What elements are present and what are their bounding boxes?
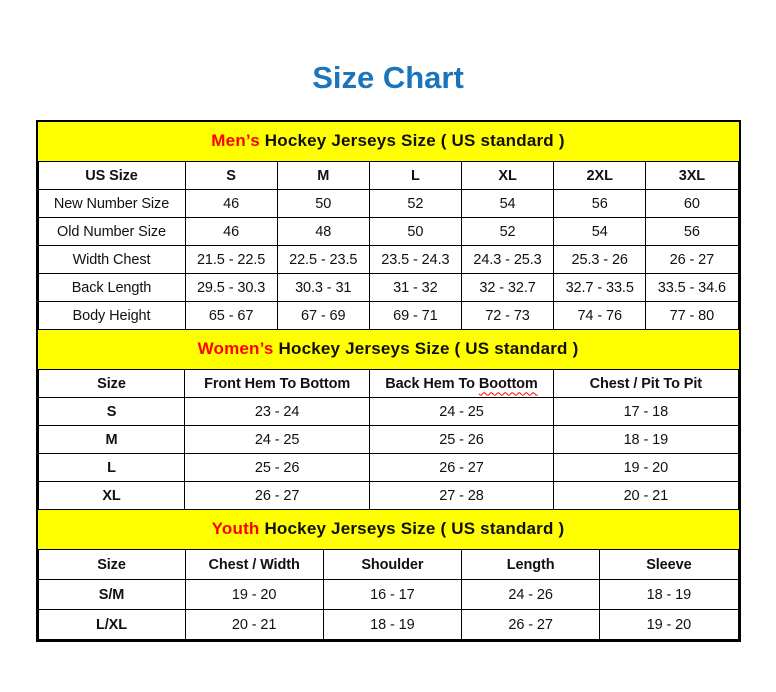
table-cell: 20 - 21 — [185, 610, 323, 640]
misspelled-word: Boottom — [478, 375, 538, 392]
row-label: L/XL — [38, 610, 185, 640]
column-header: Length — [462, 550, 600, 580]
row-label: S/M — [38, 580, 185, 610]
row-label: Width Chest — [38, 246, 185, 274]
table-row — [38, 426, 738, 454]
table-cell: 24.3 - 25.3 — [461, 246, 553, 274]
header-row — [38, 550, 738, 580]
table-cell: 46 — [185, 190, 277, 218]
column-header: Sleeve — [600, 550, 738, 580]
mens-banner — [38, 122, 739, 161]
table-cell: 60 — [646, 190, 738, 218]
row-label: M — [38, 426, 185, 454]
table-cell: 77 - 80 — [646, 302, 738, 330]
column-header: Chest / Width — [185, 550, 323, 580]
page-title: Size Chart — [312, 60, 464, 95]
table-row — [38, 482, 738, 510]
table-cell: 54 — [461, 190, 553, 218]
table-cell: 25.3 - 26 — [554, 246, 646, 274]
table-cell: 74 - 76 — [554, 302, 646, 330]
table-cell: 27 - 28 — [369, 482, 553, 510]
table-cell: 72 - 73 — [461, 302, 553, 330]
column-header: Chest / Pit To Pit — [554, 370, 738, 398]
mens-banner-text: Hockey Jerseys Size ( US standard ) — [259, 131, 565, 150]
table-cell: 24 - 25 — [369, 398, 553, 426]
youth-banner-highlight: Youth — [211, 519, 260, 538]
table-cell: 50 — [369, 218, 461, 246]
table-row — [38, 302, 738, 330]
column-header: 2XL — [554, 162, 646, 190]
table-cell: 46 — [185, 218, 277, 246]
column-header: XL — [461, 162, 553, 190]
table-cell: 33.5 - 34.6 — [646, 274, 738, 302]
section-youth — [38, 510, 739, 640]
youth-size-table — [38, 549, 739, 640]
table-row — [38, 580, 738, 610]
mens-size-table — [38, 161, 739, 330]
table-row — [38, 274, 738, 302]
table-row — [38, 610, 738, 640]
column-header: Back Hem To Boottom — [369, 370, 553, 398]
row-label: L — [38, 454, 185, 482]
womens-banner-highlight: Women’s — [197, 339, 274, 358]
column-header: Size — [38, 550, 185, 580]
table-cell: 65 - 67 — [185, 302, 277, 330]
table-cell: 52 — [461, 218, 553, 246]
womens-size-table — [38, 369, 739, 510]
table-cell: 22.5 - 23.5 — [277, 246, 369, 274]
table-cell: 50 — [277, 190, 369, 218]
table-cell: 29.5 - 30.3 — [185, 274, 277, 302]
header-row — [38, 370, 738, 398]
table-cell: 18 - 19 — [600, 580, 738, 610]
row-label: New Number Size — [38, 190, 185, 218]
youth-banner-text: Hockey Jerseys Size ( US standard ) — [259, 519, 565, 538]
table-cell: 54 — [554, 218, 646, 246]
table-cell: 25 - 26 — [369, 426, 553, 454]
table-cell: 18 - 19 — [323, 610, 461, 640]
table-cell: 56 — [646, 218, 738, 246]
table-row — [38, 246, 738, 274]
table-cell: 24 - 25 — [185, 426, 369, 454]
table-cell: 19 - 20 — [554, 454, 738, 482]
column-header: US Size — [38, 162, 185, 190]
table-cell: 30.3 - 31 — [277, 274, 369, 302]
table-cell: 26 - 27 — [646, 246, 738, 274]
table-row — [38, 218, 738, 246]
table-cell: 20 - 21 — [554, 482, 738, 510]
table-cell: 19 - 20 — [600, 610, 738, 640]
row-label: Body Height — [38, 302, 185, 330]
column-header: Front Hem To Bottom — [185, 370, 369, 398]
youth-banner — [38, 510, 739, 549]
header-row — [38, 162, 738, 190]
row-label: Old Number Size — [38, 218, 185, 246]
table-cell: 56 — [554, 190, 646, 218]
row-label: XL — [38, 482, 185, 510]
table-cell: 19 - 20 — [185, 580, 323, 610]
table-cell: 23 - 24 — [185, 398, 369, 426]
table-cell: 48 — [277, 218, 369, 246]
table-cell: 21.5 - 22.5 — [185, 246, 277, 274]
table-cell: 25 - 26 — [185, 454, 369, 482]
table-cell: 69 - 71 — [369, 302, 461, 330]
table-row — [38, 190, 738, 218]
row-label: S — [38, 398, 185, 426]
table-cell: 31 - 32 — [369, 274, 461, 302]
column-header: 3XL — [646, 162, 738, 190]
table-cell: 67 - 69 — [277, 302, 369, 330]
table-cell: 32 - 32.7 — [461, 274, 553, 302]
column-header: Size — [38, 370, 185, 398]
table-row — [38, 454, 738, 482]
table-row — [38, 398, 738, 426]
section-mens — [38, 122, 739, 330]
table-cell: 16 - 17 — [323, 580, 461, 610]
column-header: S — [185, 162, 277, 190]
table-cell: 17 - 18 — [554, 398, 738, 426]
column-header: Shoulder — [323, 550, 461, 580]
column-header: M — [277, 162, 369, 190]
mens-banner-highlight: Men’s — [211, 131, 260, 150]
table-cell: 23.5 - 24.3 — [369, 246, 461, 274]
section-womens — [38, 330, 739, 510]
table-cell: 18 - 19 — [554, 426, 738, 454]
womens-banner — [38, 330, 739, 369]
table-cell: 24 - 26 — [462, 580, 600, 610]
table-cell: 26 - 27 — [462, 610, 600, 640]
womens-banner-text: Hockey Jerseys Size ( US standard ) — [273, 339, 579, 358]
table-cell: 52 — [369, 190, 461, 218]
column-header: L — [369, 162, 461, 190]
row-label: Back Length — [38, 274, 185, 302]
table-cell: 32.7 - 33.5 — [554, 274, 646, 302]
table-cell: 26 - 27 — [185, 482, 369, 510]
table-cell: 26 - 27 — [369, 454, 553, 482]
size-chart — [36, 120, 741, 642]
